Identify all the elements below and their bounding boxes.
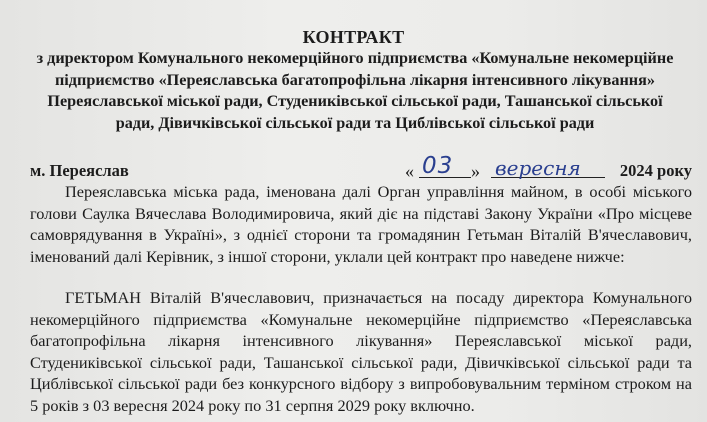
date-open-quote: «	[405, 161, 414, 181]
paragraph-parties: Переяславська міська рада, іменована далі Орган управління майном, в особі міського голови Саулка Вячеслава Володимировича, який діє на підставі Закону України «Про місцеве самоврядування в Україні», з однієї сторони та громадянин Гетьман Віталій В'ячеславович, іменований далі Керівник, з іншої сторони, уклали цей контракт про наведене нижче:	[30, 182, 692, 266]
handwritten-day: 03	[422, 153, 454, 179]
date-year: 2024 року	[619, 161, 692, 180]
place-date-row	[30, 153, 692, 182]
city-label: м. Переяслав	[30, 161, 129, 180]
paragraph-appointment: ГЕТЬМАН Віталій В'ячеславович, призначається на посаду директора Комунального некомерційного підприємства «Комунальне некомерційне підприємство «Переяславська багатопрофільна лікарня інтенсивного лікування» Переяславської міської ради, Студениківської сільської ради, Ташанської сільської ради, Дівичківської сільської ради та Циблівської сільської ради без конкурсного відбору з випробовувальним терміном строком на 5 років з 03 вересня 2024 року по 31 серпня 2029 року включно.	[30, 288, 692, 415]
document-subtitle: з директором Комунального некомерційного підприємства «Комунальне некомерційне підприємство «Переяславська багатопрофільна лікарня інтенсивного лікування» Переяславської міської ради, Студениківської сільської ради, Ташанської сільської ради, Дівичківської сільської ради та Циблівської сільської ради	[36, 49, 674, 132]
handwritten-month: вересня	[495, 156, 581, 180]
document-title: КОНТРАКТ	[302, 27, 405, 47]
contract-date	[405, 153, 692, 182]
date-close-quote: »	[471, 161, 480, 181]
